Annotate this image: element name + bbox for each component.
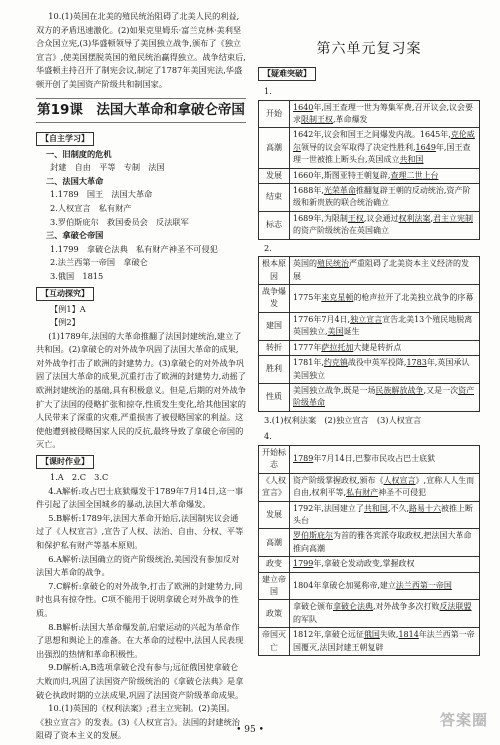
row-key: 发展 xyxy=(259,168,290,183)
row-value: 拿破仑颁布拿破仑法典,对外战争多次打败反法联盟的军队 xyxy=(290,600,480,628)
row-value: 1799年,拿破仑发动政变,掌握政权 xyxy=(290,557,480,572)
homework-answer: 7.C解析:拿破仑的对外战争,打击了欧洲的封建势力,同时也具有掠夺性。C项不能用于说明拿破仑对外战争的性质。 xyxy=(36,580,243,618)
example-2-text: (1)1789年,法国的大革命推翻了法国封建统治,建立了共和国。(2)拿破仑的对外战争巩固了法国大革命的成果,对外战争打击了欧洲的封建势力。(3)拿破仑的对外战争巩固了法国大革命的成果,沉重打击了欧洲的封建势力,动摇了欧洲封建统治的基础,具有积极意义。但是,后期的对外战争扩大了法国的侵略扩张和掠夺,性质发生变化,给其他国家的人民带来了深重的灾难,严重损害了被侵略国家的利益。这使他遭到被侵略国家人民的反抗,最终导致了拿破仑帝国的灭亡。 xyxy=(36,330,246,450)
subsection-title: 三、拿破仑帝国 xyxy=(46,230,104,241)
row-key: 根本原因 xyxy=(259,257,290,285)
table-row xyxy=(259,445,480,473)
top-answer-paragraph: 10.(1)英国在北美的殖民统治阻碍了北美人民的利益,双方的矛盾迅速激化。(2)如果克里姆乐·富兰克林·美利坚合众国立宪,(3)华盛顿领导了美国独立战争,颁布了《独立宣言》,使美国摆脱英国的殖民统治赢得独立。战争结束后,华盛顿主持召开了制宪会议,制定了1787年美国宪法,华盛顿开创了美国资产阶级共和制国家。 xyxy=(36,11,246,89)
question-number: 4. xyxy=(264,431,272,442)
row-value: 英国的殖民统治严重阻碍了北美资本主义经济的发展 xyxy=(290,257,480,285)
row-key: 建立帝国 xyxy=(259,572,290,600)
row-key: 战争爆发 xyxy=(259,285,290,313)
question-number: 1. xyxy=(264,86,272,96)
table-row xyxy=(259,211,480,239)
row-key: 开始标志 xyxy=(259,445,290,473)
row-key: 性质 xyxy=(259,383,290,411)
row-key: 胜利 xyxy=(259,356,290,384)
unit-title: 第六单元复习案 xyxy=(316,41,422,57)
row-key: 建国 xyxy=(259,312,290,340)
right-column xyxy=(258,10,480,656)
section-self-study: 【自主学习】 xyxy=(36,132,94,146)
lesson-title: 第19课 法国大革命和拿破仑帝国 xyxy=(36,98,246,123)
row-key: 《人权宣言》 xyxy=(259,473,290,501)
homework-answer: 4.A解析:攻占巴士底狱爆发于1789年7月14日,这一事件引起了法国全国城乡的暴动,法国大革命爆发。 xyxy=(36,485,244,510)
watermark: 答案圈 xyxy=(439,711,488,729)
row-key: 政变 xyxy=(259,557,290,572)
row-key: 发展 xyxy=(259,501,290,529)
section-homework: 【课时作业】 xyxy=(36,455,94,469)
row-value: 罗伯斯庇尔为首的雅各宾派夺取政权,把法国大革命推向高潮 xyxy=(290,529,480,557)
homework-answer: 1.A 2.C 3.C xyxy=(50,472,109,483)
table-row xyxy=(259,340,480,355)
row-key: 帝国灭亡 xyxy=(259,628,290,656)
table-row xyxy=(259,312,480,340)
answer-line: 3.俄国 1815 xyxy=(50,270,104,281)
answer-line: 2.人权宣言 私有财产 xyxy=(50,202,132,213)
row-value: 1776年7月4日,独立宣言宣告北美13个殖民地脱离英国独立,美国诞生 xyxy=(290,312,480,340)
table-row xyxy=(259,184,480,212)
subsection-title: 二、法国大革命 xyxy=(46,175,104,186)
table-row xyxy=(259,356,480,384)
answer-line: 3.罗伯斯庇尔 救国委员会 反法联军 xyxy=(50,216,189,227)
table-row xyxy=(259,285,480,313)
row-key: 政策 xyxy=(259,600,290,628)
row-value: 1792年,法国建立了共和国,不久,路易十六被推上断头台 xyxy=(290,501,480,529)
table-american-revolution xyxy=(258,256,480,411)
homework-answer: 6.A解析:法国确立的资产阶级统治,美国没有参加反对法国大革命的战争。 xyxy=(36,553,240,578)
row-key: 转折 xyxy=(259,340,290,355)
row-value: 1804年拿破仑加冕称帝,建立法兰西第一帝国 xyxy=(290,572,480,600)
page-number: • 95 • xyxy=(236,725,264,735)
row-value: 1688年,光荣革命推翻复辟王朝的反动统治,资产阶级和新贵族的联合统治确立 xyxy=(290,184,480,212)
row-key: 高潮 xyxy=(259,128,290,168)
table-row xyxy=(259,501,480,529)
row-value: 1642年,议会和国王之间爆发内战。1645年,克伦威尔领导的议会军取得了决定性胜利,1649年,国王查理一世被推上断头台,英国成立共和国 xyxy=(290,128,480,168)
homework-answer: 9.D解析:A,B选项拿破仑没有参与;远征俄国使拿破仑大败而归,巩固了法国资产阶级统治的《拿破仑法典》是拿破仑执政时期的立法成果,巩固了法国资产阶级革命成果。 xyxy=(36,662,244,700)
answer-line: 1.1799 拿破仑法典 私有财产神圣不可侵犯 xyxy=(50,243,218,254)
row-key: 结束 xyxy=(259,184,290,212)
table-row xyxy=(259,557,480,572)
row-value: 1775年来克星顿的枪声拉开了北美独立战争的序幕 xyxy=(290,285,480,313)
left-column xyxy=(36,10,246,743)
row-value: 1812年,拿破仑远征俄国失败,1814年法兰西第一帝国覆灭,法国封建王朝复辟 xyxy=(290,628,480,656)
row-value: 美国独立战争,既是一场民族解放战争,又是一次资产阶级革命 xyxy=(290,383,480,411)
homework-answer: 8.B解析:法国大革命爆发前,启蒙运动的兴起为革命作了思想和舆论上的准备。在大革命的过程中,法国人民表现出强烈的热情和革命积极性。 xyxy=(36,621,244,659)
row-value: 资产阶级掌握政权,颁布《人权宣言》,宣称人人生而自由,权利平等,私有财产神圣不可侵犯 xyxy=(290,473,480,501)
answer-line: 封建 自由 平等 专制 法国 xyxy=(50,162,165,173)
row-value: 1689年,为限制王权,议会通过权利法案,君主立宪制的资产阶级统治在英国确立 xyxy=(290,211,480,239)
answer-line: 1.1789 国王 法国大革命 xyxy=(50,189,153,200)
row-value: 1781年,约克镇战役中英军投降,1783年,英国承认美国独立 xyxy=(290,356,480,384)
table-row xyxy=(259,128,480,168)
table-french-revolution xyxy=(258,445,480,656)
table-row xyxy=(259,257,480,285)
example-1: 【例1】A xyxy=(50,303,86,314)
section-interactive: 【互动探究】 xyxy=(36,287,94,301)
homework-answer: 5.B解析:1789年,法国大革命开始后,法国制宪议会通过了《人权宣言》,宣告了人权、法治、自由、分权、平等和保护私有财产等基本原则。 xyxy=(36,512,244,550)
section-difficulty: 【疑难突破】 xyxy=(258,67,316,81)
homework-answer: 10.(1)英国的《权利法案》;君主立宪制。(2)美国。《独立宣言》的发表。(3)《人权宣言》。法国的封建统治阻碍了资本主义的发展。 xyxy=(36,703,240,741)
subsection-title: 一、旧制度的危机 xyxy=(46,148,112,159)
row-value: 1660年,斯图亚特王朝复辟,查理二世上台 xyxy=(290,168,480,183)
question-number: 2. xyxy=(264,242,272,253)
table-row xyxy=(259,628,480,656)
table-row xyxy=(259,383,480,411)
row-key: 标志 xyxy=(259,211,290,239)
answer-line: 2.法兰西第一帝国 拿破仑 xyxy=(50,257,148,268)
row-value: 1640年,国王查理一世为筹集军费,召开议会,议会要求限制王权,革命爆发 xyxy=(290,100,480,128)
table-row xyxy=(259,529,480,557)
table-row xyxy=(259,473,480,501)
example-2: 【例2】 xyxy=(50,317,80,328)
row-value: 1777年萨拉托加大捷是转折点 xyxy=(290,340,480,355)
table-row xyxy=(259,100,480,128)
row-value: 1789年7月14日,巴黎市民攻占巴士底狱 xyxy=(290,445,480,473)
table-row xyxy=(259,168,480,183)
table-row xyxy=(259,600,480,628)
table-row xyxy=(259,572,480,600)
row-key: 高潮 xyxy=(259,529,290,557)
row-key: 开始 xyxy=(259,100,290,128)
question-3-answers: 3.(1)权利法案 (2)独立宣言 (3)人权宣言 xyxy=(264,414,422,425)
table-english-revolution xyxy=(258,100,480,240)
